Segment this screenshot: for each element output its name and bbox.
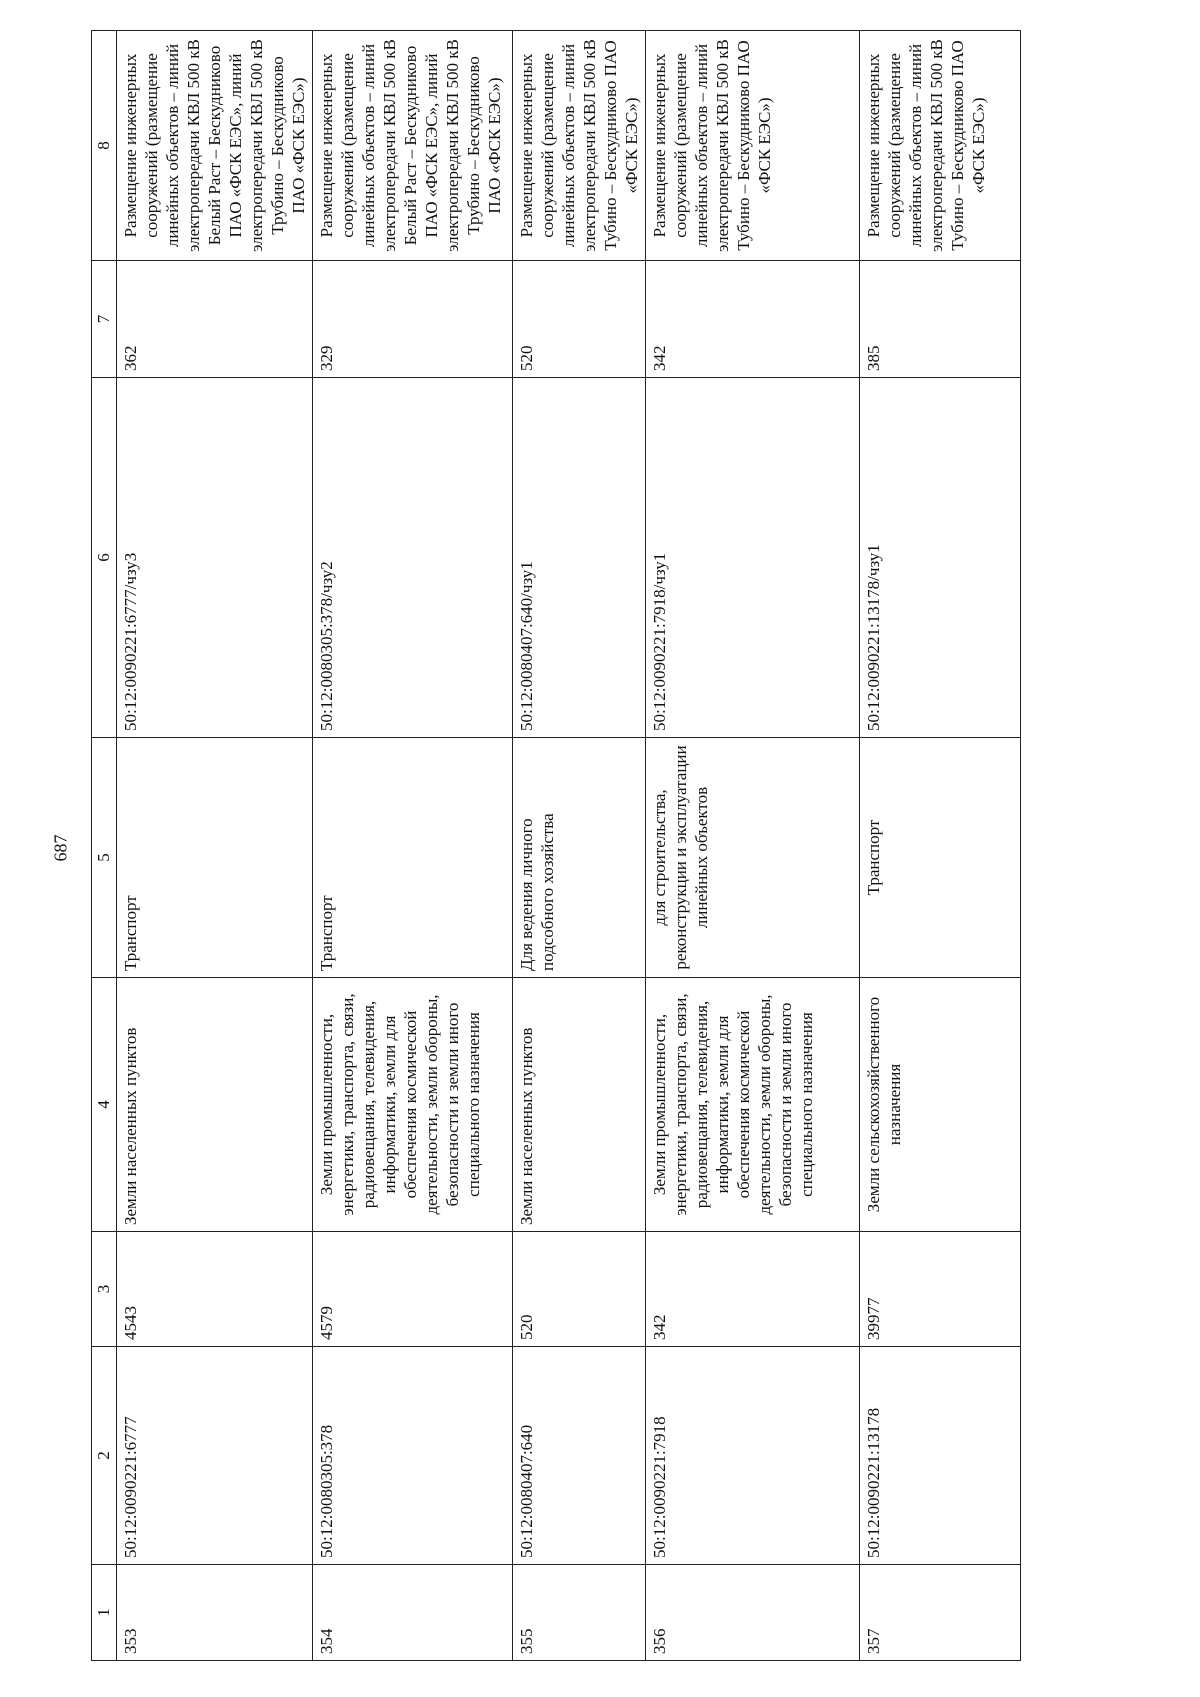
land-category: Земли промышленности, энергетики, транспорта, связи, радиовещания, телевидения, информатики, земли для обеспечения космической деятельности, земли обороны, безопасности и земли иного специального назначения — [313, 978, 513, 1232]
land-category: Земли промышленности, энергетики, транспорта, связи, радиовещания, телевидения, информатики, земли для обеспечения космической деятельности, земли обороны, безопасности и земли иного специального назначения — [646, 978, 860, 1232]
row-number: 355 — [513, 1565, 646, 1661]
permitted-use: Транспорт — [117, 738, 313, 978]
plot-area: 4579 — [313, 1232, 513, 1347]
permitted-use: Для ведения личного подсобного хозяйства — [513, 738, 646, 978]
part-area: 342 — [646, 261, 860, 378]
col-header-7: 7 — [92, 261, 117, 378]
page-number — [46, 823, 76, 873]
table-row — [513, 31, 646, 1661]
purpose: Размещение инженерных сооружений (размещение линейных объектов – линий электропередачи КВЛ 500 кВ Белый Раст – Бескудниково ПАО «ФСК ЕЭС», линий электропередачи КВЛ 500 кВ Трубино – Бескудниково ПАО «ФСК ЕЭС») — [117, 31, 313, 261]
row-number: 354 — [313, 1565, 513, 1661]
page-number-text: 687 — [50, 834, 71, 862]
col-header-1: 1 — [92, 1565, 117, 1661]
purpose: Размещение инженерных сооружений (размещение линейных объектов – линий электропередачи КВЛ 500 кВ Тубино – Бескудниково ПАО «ФСК ЕЭС») — [513, 31, 646, 261]
part-area: 385 — [860, 261, 1021, 378]
plot-part-number: 50:12:0090221:7918/чзу1 — [646, 378, 860, 738]
purpose: Размещение инженерных сооружений (размещение линейных объектов – линий электропередачи КВЛ 500 кВ Тубино – Бескудниково ПАО «ФСК ЕЭС») — [860, 31, 1021, 261]
part-area: 520 — [513, 261, 646, 378]
plot-area: 4543 — [117, 1232, 313, 1347]
land-plots-table — [91, 30, 1021, 1661]
plot-part-number: 50:12:0090221:13178/чзу1 — [860, 378, 1021, 738]
plot-area: 520 — [513, 1232, 646, 1347]
permitted-use: Транспорт — [860, 738, 1021, 978]
cadastral-number: 50:12:0090221:13178 — [860, 1347, 1021, 1565]
row-number: 356 — [646, 1565, 860, 1661]
purpose: Размещение инженерных сооружений (размещение линейных объектов – линий электропередачи КВЛ 500 кВ Белый Раст – Бескудниково ПАО «ФСК ЕЭС», линий электропередачи КВЛ 500 кВ Трубино – Бескудниково ПАО «ФСК ЕЭС») — [313, 31, 513, 261]
part-area: 329 — [313, 261, 513, 378]
cadastral-number: 50:12:0080305:378 — [313, 1347, 513, 1565]
col-header-5: 5 — [92, 738, 117, 978]
land-category: Земли населенных пунктов — [513, 978, 646, 1232]
col-header-4: 4 — [92, 978, 117, 1232]
table-row — [860, 31, 1021, 1661]
table-row — [646, 31, 860, 1661]
plot-part-number: 50:12:0080407:640/чзу1 — [513, 378, 646, 738]
cadastral-number: 50:12:0090221:7918 — [646, 1347, 860, 1565]
col-header-2: 2 — [92, 1347, 117, 1565]
table-container — [91, 31, 1021, 1661]
plot-part-number: 50:12:0080305:378/чзу2 — [313, 378, 513, 738]
cadastral-number: 50:12:0090221:6777 — [117, 1347, 313, 1565]
column-numbers-row — [92, 31, 117, 1661]
cadastral-number: 50:12:0080407:640 — [513, 1347, 646, 1565]
land-category: Земли сельскохозяйственного назначения — [860, 978, 1021, 1232]
table-row — [117, 31, 313, 1661]
plot-area: 39977 — [860, 1232, 1021, 1347]
permitted-use: Транспорт — [313, 738, 513, 978]
part-area: 362 — [117, 261, 313, 378]
purpose: Размещение инженерных сооружений (размещение линейных объектов – линий электропередачи КВЛ 500 кВ Тубино – Бескудниково ПАО «ФСК ЕЭС») — [646, 31, 860, 261]
row-number: 357 — [860, 1565, 1021, 1661]
row-number: 353 — [117, 1565, 313, 1661]
table-row — [313, 31, 513, 1661]
col-header-8: 8 — [92, 31, 117, 261]
plot-area: 342 — [646, 1232, 860, 1347]
col-header-3: 3 — [92, 1232, 117, 1347]
plot-part-number: 50:12:0090221:6777/чзу3 — [117, 378, 313, 738]
land-category: Земли населенных пунктов — [117, 978, 313, 1232]
permitted-use: для строительства, реконструкции и эксплуатации линейных объектов — [646, 738, 860, 978]
col-header-6: 6 — [92, 378, 117, 738]
